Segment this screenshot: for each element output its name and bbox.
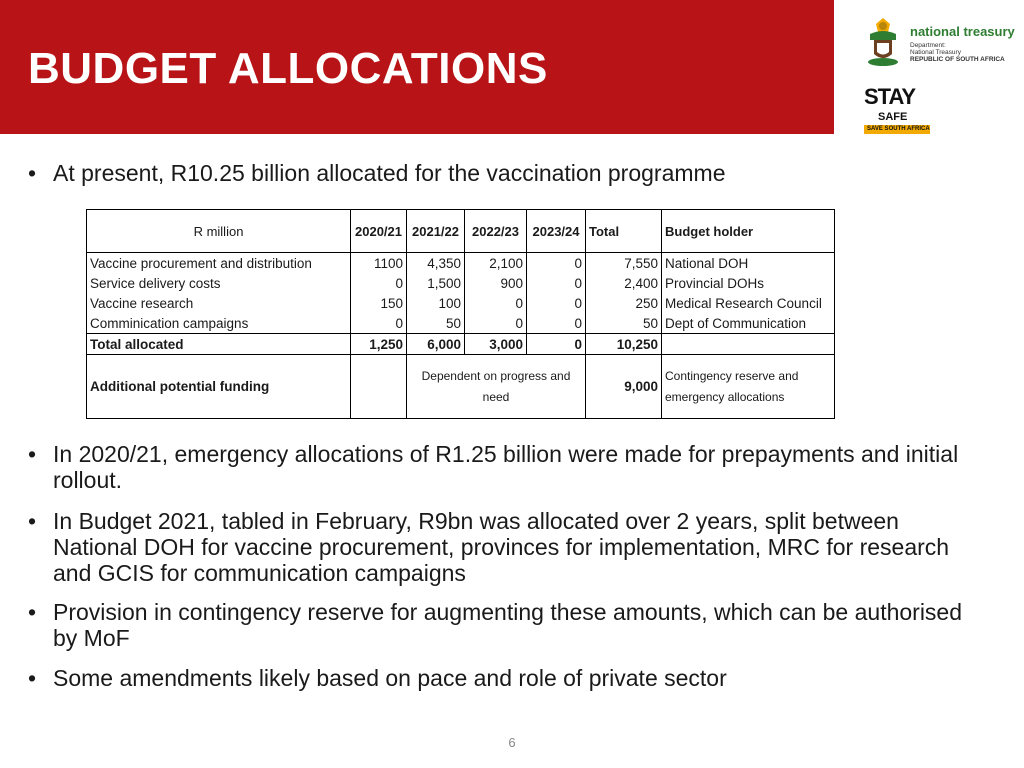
- header-cell: 2022/23: [465, 210, 527, 253]
- treasury-logo-name: national treasury: [910, 24, 1015, 39]
- table-row: Vaccine procurement and distribution 1100 4,350 2,100 0 7,550 National DOH: [87, 253, 835, 274]
- header-cell: R million: [87, 210, 351, 253]
- table-row: Vaccine research 150 100 0 0 250 Medical Research Council: [87, 293, 835, 313]
- budget-table: [86, 209, 835, 419]
- page-title: BUDGET ALLOCATIONS: [28, 44, 548, 93]
- header-cell: 2021/22: [407, 210, 465, 253]
- row-item: Comminication campaigns: [87, 313, 351, 334]
- row-item: Additional potential funding: [87, 355, 351, 419]
- header-cell: 2023/24: [527, 210, 586, 253]
- total-row: Total allocated 1,250 6,000 3,000 0 10,250: [87, 334, 835, 355]
- row-item: Total allocated: [87, 334, 351, 355]
- table-header-row: [87, 210, 835, 253]
- logo-area: [860, 12, 1020, 137]
- dependency-note: Dependent on progress and need: [407, 355, 586, 419]
- additional-funding-row: Additional potential funding Dependent on progress and need 9,000 Contingency reserve and emergency allocations: [87, 355, 835, 419]
- header-cell: Budget holder: [662, 210, 835, 253]
- row-item: Service delivery costs: [87, 273, 351, 293]
- header-cell: 2020/21: [351, 210, 407, 253]
- coat-of-arms-icon: [862, 16, 904, 68]
- header-cell: Total: [586, 210, 662, 253]
- stay-safe-logo: STAY SAFE SAVE SOUTH AFRICA: [864, 84, 930, 132]
- page-number: 6: [508, 735, 516, 750]
- table-row: Comminication campaigns 0 50 0 0 50 Dept of Communication: [87, 313, 835, 334]
- row-item: Vaccine research: [87, 293, 351, 313]
- treasury-logo-subtitle: Department: National Treasury REPUBLIC OF SOUTH AFRICA: [910, 42, 1005, 63]
- table-row: Service delivery costs 0 1,500 900 0 2,400 Provincial DOHs: [87, 273, 835, 293]
- row-item: Vaccine procurement and distribution: [87, 253, 351, 274]
